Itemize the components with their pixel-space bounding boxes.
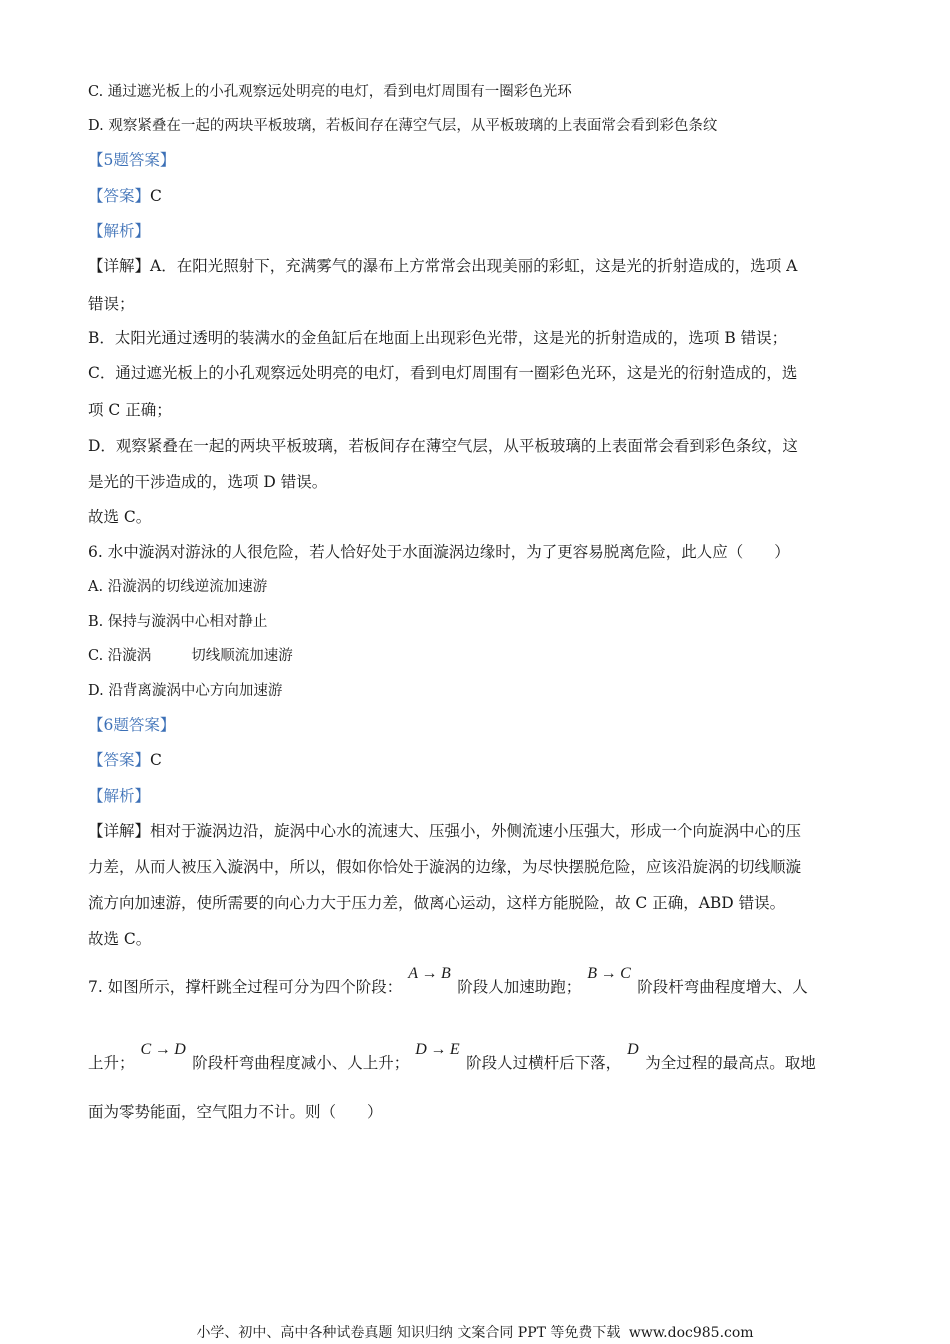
- q5-detail-line-2: 错误；: [88, 295, 135, 313]
- q5-detail-line-7: 是光的干涉造成的，选项 D 错误。: [88, 473, 328, 491]
- q7-l2-c: 阶段人过横杆后下落，: [466, 1054, 622, 1072]
- q6-option-c-right: 切线顺流加速游: [191, 648, 293, 664]
- q5-detail-line-5: 项 C 正确；: [88, 401, 172, 419]
- q6-option-d: D. 沿背离漩涡中心方向加速游: [88, 683, 283, 699]
- q6-option-c-left: C. 沿漩涡: [88, 648, 152, 664]
- q5-detail-line-1: 【详解】A．在阳光照射下，充满雾气的瀑布上方常常会出现美丽的彩虹，这是光的折射造成的，选项 A: [88, 257, 798, 275]
- math-d-point: D: [627, 1041, 640, 1058]
- q6-answer: [88, 750, 162, 770]
- q5-conclusion: 故选 C。: [88, 508, 152, 526]
- math-d-to-e: D → E: [415, 1041, 461, 1058]
- q5-detail-line-6: D．观察紧叠在一起的两块平板玻璃，若板间存在薄空气层，从平板玻璃的上表面常会看到彩色条纹，这: [88, 437, 798, 455]
- q7-l2-a: 上升；: [88, 1054, 135, 1072]
- q7-line-3: 面为零势能面，空气阻力不计。则（ ）: [88, 1103, 383, 1121]
- answer-label: 【答案】: [88, 187, 151, 205]
- q5-option-d: D. 观察紧叠在一起的两块平板玻璃，若板间存在薄空气层，从平板玻璃的上表面常会看到彩色条纹: [88, 118, 718, 134]
- q6-detail-line-3: 流方向加速游，使所需要的向心力大于压力差，做离心运动，这样方能脱险，故 C 正确，ABD 错误。: [88, 894, 786, 912]
- footer-url[interactable]: www.doc985.com: [628, 1325, 754, 1341]
- q6-option-a: A. 沿漩涡的切线逆流加速游: [88, 579, 268, 595]
- page-footer: [0, 1322, 950, 1342]
- q7-l1-a: 7. 如图所示，撑杆跳全过程可分为四个阶段：: [88, 978, 403, 996]
- answer-label: 【答案】: [88, 751, 151, 769]
- q5-option-c: C. 通过遮光板上的小孔观察远处明亮的电灯，看到电灯周围有一圈彩色光环: [88, 84, 572, 100]
- q7-l2-d: 为全过程的最高点。取地: [645, 1054, 816, 1072]
- q5-answer-header: 【5题答案】: [88, 151, 176, 169]
- footer-text: 小学、初中、高中各种试卷真题 知识归纳 文案合同 PPT 等免费下载: [196, 1325, 621, 1341]
- q5-detail-line-3: B．太阳光通过透明的装满水的金鱼缸后在地面上出现彩色光带，这是光的折射造成的，选项 B 错误；: [88, 329, 788, 347]
- q5-detail-line-4: C．通过遮光板上的小孔观察远处明亮的电灯，看到电灯周围有一圈彩色光环，这是光的衍射造成的，选: [88, 364, 798, 382]
- q6-detail-line-1: 【详解】相对于漩涡边沿，旋涡中心水的流速大、压强小，外侧流速小压强大，形成一个向旋涡中心的压: [88, 822, 802, 840]
- q6-analysis-label: 【解析】: [88, 787, 151, 805]
- q6-option-b: B. 保持与漩涡中心相对静止: [88, 614, 268, 630]
- q6-option-c: [88, 646, 293, 666]
- answer-value: C: [150, 187, 162, 205]
- q6-answer-header: 【6题答案】: [88, 716, 176, 734]
- q6-conclusion: 故选 C。: [88, 930, 152, 948]
- math-b-to-c: B → C: [587, 965, 632, 982]
- q6-stem: 6. 水中漩涡对游泳的人很危险，若人恰好处于水面漩涡边缘时，为了更容易脱离危险，此人应（ ）: [88, 543, 790, 561]
- math-c-to-d: C → D: [140, 1041, 187, 1058]
- q7-l1-b: 阶段人加速助跑；: [457, 978, 582, 996]
- q7-l2-b: 阶段杆弯曲程度减小、人上升；: [192, 1054, 410, 1072]
- q5-analysis-label: 【解析】: [88, 222, 151, 240]
- q7-line-2: [88, 1041, 816, 1074]
- math-a-to-b: A → B: [408, 965, 452, 982]
- q7-l1-c: 阶段杆弯曲程度增大、人: [637, 978, 808, 996]
- q6-detail-line-2: 力差，从而人被压入漩涡中，所以，假如你恰处于漩涡的边缘，为尽快摆脱危险，应该沿旋涡的切线顺漩: [88, 858, 802, 876]
- q5-answer: [88, 186, 162, 206]
- q7-line-1: [88, 965, 808, 998]
- answer-value: C: [150, 751, 162, 769]
